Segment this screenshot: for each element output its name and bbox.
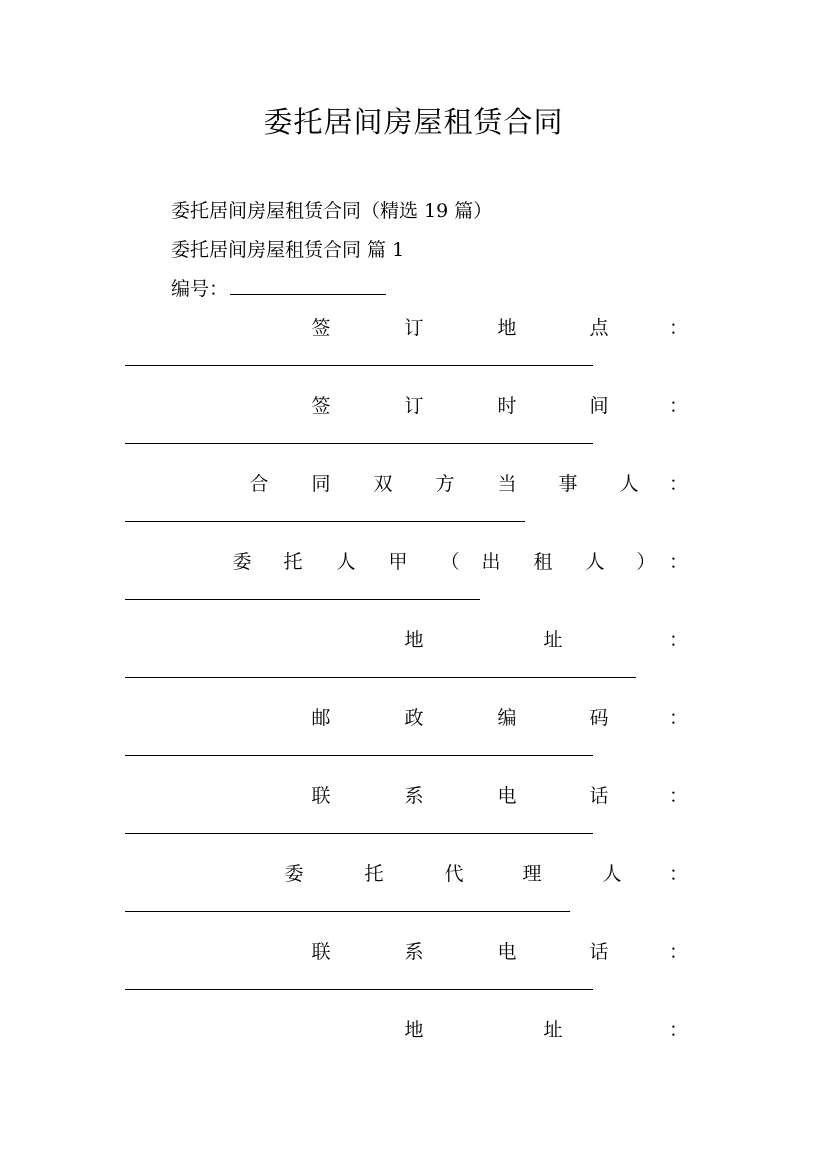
document-title: 委托居间房屋租赁合同 <box>263 105 564 139</box>
label-char: 点 <box>589 317 609 339</box>
fill-in-blank[interactable] <box>125 443 593 444</box>
field-signing-time <box>125 392 688 420</box>
label-char: 同 <box>311 473 331 495</box>
label-char: 址 <box>543 629 563 651</box>
fill-in-blank[interactable] <box>125 911 570 912</box>
label-char: 邮 <box>311 707 331 729</box>
label-char: 托 <box>364 863 384 885</box>
field-label <box>125 704 688 732</box>
field-address <box>125 626 688 654</box>
label-char: 委 <box>232 551 252 573</box>
label-colon: ： <box>668 317 688 339</box>
contract-number-blank[interactable] <box>230 277 386 295</box>
contract-number-row <box>171 276 386 302</box>
field-label <box>125 548 688 576</box>
label-char: 电 <box>497 941 517 963</box>
label-char: 人 <box>336 551 356 573</box>
label-char: 委 <box>284 863 304 885</box>
label-char: 时 <box>497 395 517 417</box>
fill-in-blank[interactable] <box>125 599 480 600</box>
label-char: 出 <box>481 551 501 573</box>
label-char: 地 <box>404 629 424 651</box>
label-char: 编 <box>497 707 517 729</box>
label-char: （ <box>440 551 460 573</box>
label-char: 址 <box>543 1019 563 1041</box>
field-agent-address <box>125 1016 688 1044</box>
label-char: ） <box>636 551 656 573</box>
fill-in-blank[interactable] <box>125 833 593 834</box>
label-char: 系 <box>404 785 424 807</box>
label-char: 事 <box>558 473 578 495</box>
label-char: 人 <box>602 863 622 885</box>
label-colon: ： <box>668 473 688 495</box>
label-char: 代 <box>444 863 464 885</box>
label-colon: ： <box>668 395 688 417</box>
section-heading: 委托居间房屋租赁合同 篇 1 <box>171 239 405 261</box>
field-agent-phone <box>125 938 688 966</box>
field-label <box>125 392 688 420</box>
label-char: 电 <box>497 785 517 807</box>
fill-in-blank[interactable] <box>125 521 525 522</box>
label-char: 联 <box>311 785 331 807</box>
label-char: 码 <box>589 707 609 729</box>
label-colon: ： <box>668 707 688 729</box>
contract-number-label: 编号： <box>171 278 229 300</box>
field-authorized-agent <box>125 860 688 888</box>
field-label <box>125 626 688 654</box>
fill-in-blank[interactable] <box>125 755 593 756</box>
label-colon: ： <box>668 551 688 573</box>
fill-in-blank[interactable] <box>125 365 593 366</box>
fill-in-blank[interactable] <box>125 989 593 990</box>
label-char: 方 <box>435 473 455 495</box>
label-char: 联 <box>311 941 331 963</box>
label-char: 签 <box>311 317 331 339</box>
field-contracting-parties <box>125 470 688 498</box>
field-signing-place <box>125 314 688 342</box>
label-char: 话 <box>589 785 609 807</box>
label-char: 签 <box>311 395 331 417</box>
field-principal-landlord <box>125 548 688 576</box>
field-postal-code <box>125 704 688 732</box>
field-label <box>125 1016 688 1044</box>
label-char: 系 <box>404 941 424 963</box>
label-char: 理 <box>522 863 542 885</box>
label-colon: ： <box>668 863 688 885</box>
field-label <box>125 860 688 888</box>
label-char: 地 <box>404 1019 424 1041</box>
label-char: 当 <box>497 473 517 495</box>
field-phone <box>125 782 688 810</box>
label-char: 人 <box>619 473 639 495</box>
label-char: 订 <box>404 317 424 339</box>
label-char: 政 <box>404 707 424 729</box>
fill-in-blank[interactable] <box>125 677 636 678</box>
label-char: 订 <box>404 395 424 417</box>
label-char: 话 <box>589 941 609 963</box>
field-label <box>125 782 688 810</box>
label-char: 双 <box>373 473 393 495</box>
field-label <box>125 938 688 966</box>
label-colon: ： <box>668 941 688 963</box>
label-colon: ： <box>668 629 688 651</box>
label-char: 间 <box>589 395 609 417</box>
label-char: 地 <box>497 317 517 339</box>
label-char: 租 <box>533 551 553 573</box>
field-label <box>125 470 688 498</box>
label-colon: ： <box>668 785 688 807</box>
label-colon: ： <box>668 1019 688 1041</box>
label-char: 人 <box>585 551 605 573</box>
label-char: 托 <box>283 551 303 573</box>
label-char: 甲 <box>388 551 408 573</box>
label-char: 合 <box>249 473 269 495</box>
document-subtitle: 委托居间房屋租赁合同（精选 19 篇） <box>171 200 493 222</box>
field-label <box>125 314 688 342</box>
